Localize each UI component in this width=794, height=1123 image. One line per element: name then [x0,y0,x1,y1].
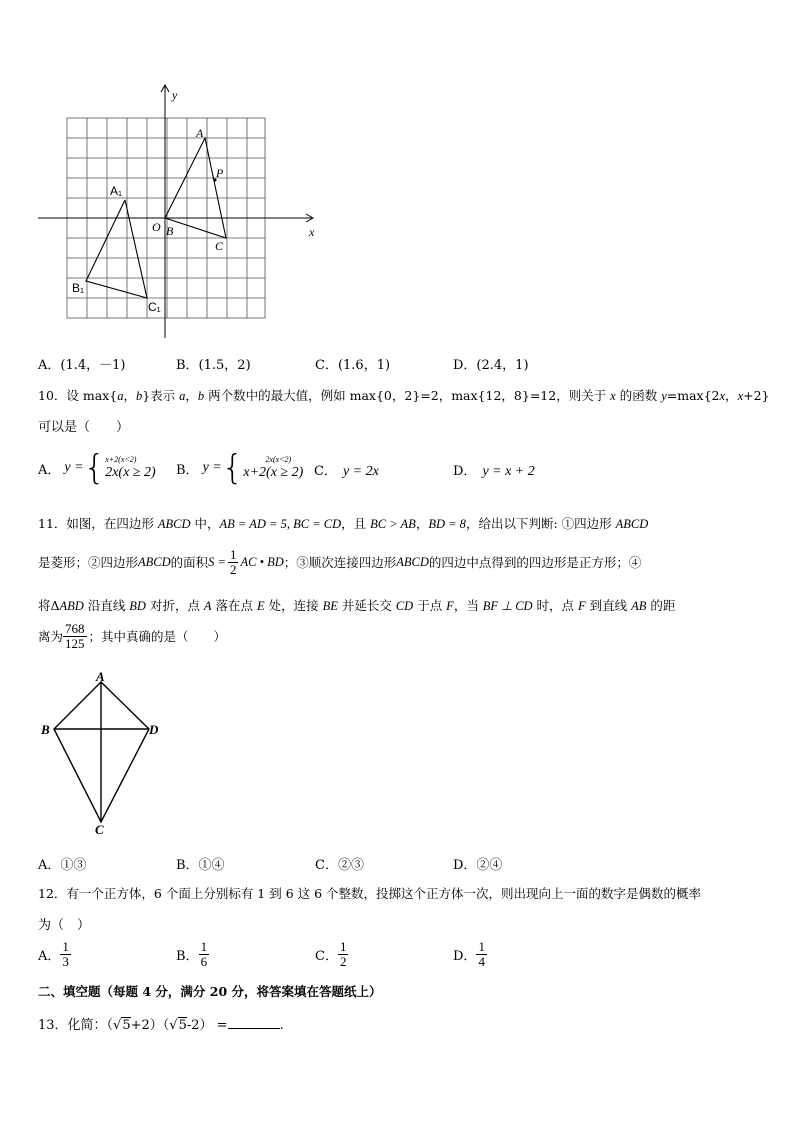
q10-option-a: A． y = { x+2(x<2) 2x(x ≥ 2) [38,448,156,488]
q11-option-b: B．①④ [176,858,225,873]
q12-option-d: D． $\frac{1}{4}$ [453,939,485,969]
kite-vertex-a: A [96,669,105,684]
q11-stem-line2: 是菱形；②四边形 ABCD 的面积 S = $\frac{1}{2}$ AC • BD ；③顺次连接四边形 ABCD 的四边中点得到的四边形是正方形；④ [38,547,642,577]
point-c1-label: C₁ [148,300,161,314]
point-a1-label: A₁ [110,184,123,198]
kite-figure [36,664,166,840]
q12-option-b: B． $\frac{1}{6}$ [176,939,208,969]
point-c-label: C [215,239,224,253]
point-p-label: P [216,166,224,180]
q9-option-b: B．(1.5，2) [176,358,251,373]
coordinate-grid-figure [30,80,330,342]
q13-stem: 13．化简：（√5+2）（√5-2） = . [38,1018,284,1033]
q10-option-b: B． y = { 2x(x<2) x+2(x ≥ 2) [176,448,304,488]
point-a-label: A [196,126,204,140]
q11-option-c: C．②③ [315,858,364,873]
q11-stem-line3: 将ΔABD 沿直线 BD 对折，点 A 落在点 E 处，连接 BE 并延长交 CD 于点 F，当 BF ⊥ CD 时，点 F 到直线 AB 的距 [38,598,676,613]
q11-stem-line4: 离为 $\frac{768}{125}$ ；其中真确的是（ ） [38,621,227,651]
x-axis-label: x [309,225,315,239]
axes [38,85,313,338]
kite-vertex-d: D [149,722,159,737]
y-axis-label: y [172,88,178,102]
q13-answer-blank[interactable] [228,1017,280,1029]
q10-option-c: C． y = 2x [314,464,379,479]
q10-option-d: D． y = x + 2 [453,464,535,479]
q12-stem-line1: 12．有一个正方体，6 个面上分别标有 1 到 6 这 6 个整数，投掷这个正方体一次，则出现向上一面的数字是偶数的概率 [38,886,702,901]
q10-stem-line1: 10．设 max{a，b}表示 a，b 两个数中的最大值，例如 max{0，2}=2，max{12，8}=12，则关于 x 的函数 y=max{2x，x+2} [38,388,770,403]
point-b1-label: B₁ [72,281,85,295]
q12-option-c: C． $\frac{1}{2}$ [315,939,347,969]
q12-option-a: A． $\frac{1}{3}$ [38,939,69,969]
kite-vertex-b: B [41,722,50,737]
triangle-a1b1c1 [86,200,147,298]
q9-option-c: C．(1.6，1) [315,358,391,373]
q12-stem-line2: 为（ ） [38,918,91,933]
q9-option-a: A．(1.4，－1) [38,358,126,373]
origin-label: O [152,220,161,234]
section-2-heading: 二、填空题（每题 4 分，满分 20 分，将答案填在答题纸上） [38,984,382,999]
q11-option-d: D．②④ [453,858,503,873]
kite-vertex-c: C [95,822,104,837]
q11-stem-line1: 11．如图，在四边形 ABCD 中，AB = AD = 5, BC = CD，且 BC > AB，BD = 8，给出以下判断: ①四边形 ABCD [38,516,649,531]
q10-stem-line2: 可以是（ ） [38,420,130,435]
q11-option-a: A．①③ [38,858,87,873]
triangle-abc [165,138,226,238]
q9-option-d: D．(2.4，1) [453,358,529,373]
point-b-label: B [166,224,174,238]
